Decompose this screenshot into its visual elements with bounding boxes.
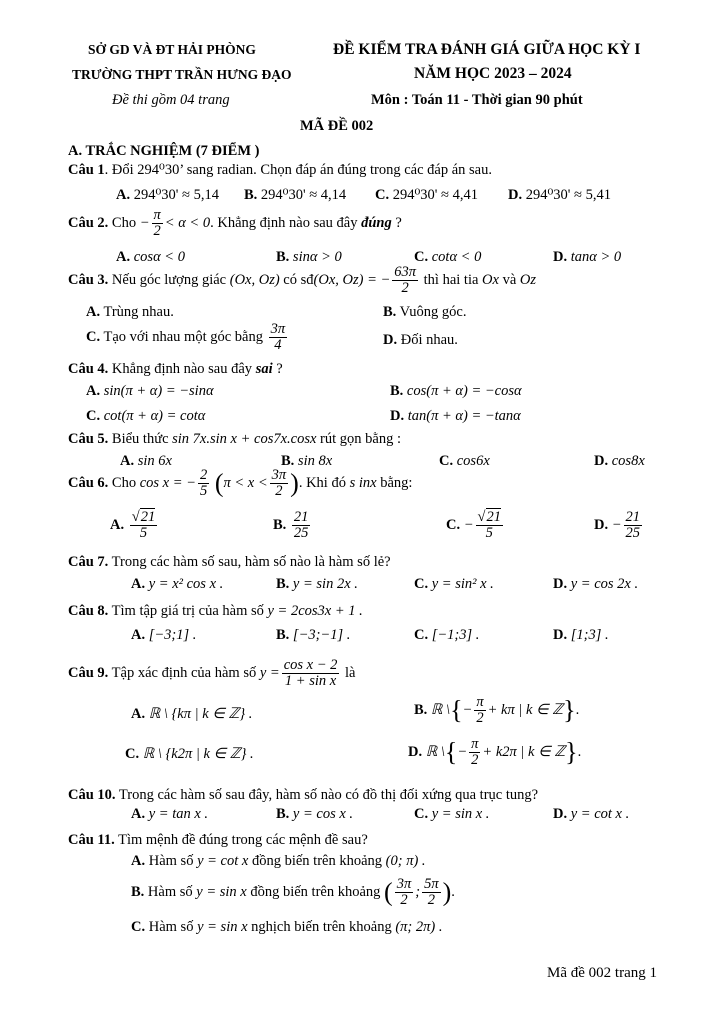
fraction-numerator: cos x − 2 — [283, 657, 338, 673]
q10-option-d: D. y = cot x . — [553, 806, 630, 822]
question-label: Câu 3. — [68, 272, 109, 289]
q2-option-c: C. cotα < 0 — [414, 249, 482, 265]
option-text: y = sin 2x . — [292, 576, 358, 592]
option-text: 294⁰30' ≈ 4,14 — [260, 187, 347, 203]
q5-option-d: D. cos8x — [594, 453, 645, 469]
section-heading: A. TRẮC NGHIỆM (7 ĐIỂM ) — [68, 143, 260, 159]
question-label: Câu 9. — [68, 665, 109, 682]
question-9: Câu 9. Tập xác định của hàm số y = $\frac{\text{cos x − 2}}{\text{1 + sin x}}$ là — [68, 657, 356, 690]
question-text: và — [502, 272, 517, 289]
option-text: ℝ \ — [430, 702, 451, 719]
option-text: y = sin² x . — [431, 576, 494, 592]
q6-option-a: A. $\frac{√21}{5}$ — [110, 509, 156, 542]
math-expression: sin 7x.sin x + cos7x.cosx — [172, 431, 317, 447]
math-expression: y = cot x — [197, 853, 249, 869]
option-text: [−1;3] . — [431, 627, 480, 643]
question-label: Câu 2. — [68, 215, 109, 232]
q1-option-d: D. 294⁰30' ≈ 5,41 — [508, 187, 611, 203]
option-text: ℝ \ {k2π | k ∈ ℤ} . — [142, 746, 254, 762]
option-text: cos6x — [456, 453, 490, 469]
option-text: + kπ | k ∈ ℤ — [487, 702, 564, 719]
question-text: là — [345, 665, 356, 682]
math-expression: (π; 2π) . — [395, 919, 443, 935]
q6-option-d: D. − $\frac{21}{25}$ — [594, 509, 641, 542]
option-numerator: 21 — [293, 509, 309, 525]
question-text: Nếu góc lượng giác — [108, 272, 227, 289]
option-text: sin 6x — [137, 453, 172, 469]
option-text: Tạo với nhau một góc bằng — [103, 329, 263, 346]
math-expression: (0; π) . — [385, 853, 426, 869]
question-label: Câu 8. — [68, 603, 109, 619]
question-text: Cho — [108, 475, 137, 492]
question-4 — [68, 361, 283, 378]
option-text: y = x² cos x . — [148, 576, 224, 592]
option-text: Hàm số — [147, 884, 193, 901]
math-expression: y = sin x — [196, 884, 247, 901]
question-text: Tìm tập giá trị của hàm số — [108, 603, 264, 619]
option-text: tan(π + α) = −tanα — [407, 408, 521, 424]
page-footer: Mã đề 002 trang 1 — [547, 965, 657, 981]
question-text: thì hai tia — [423, 272, 479, 289]
math-expression: y = 2cos3x + 1 . — [267, 603, 363, 619]
option-text: y = cos x . — [292, 806, 354, 822]
option-text: [−3;−1] . — [292, 627, 351, 643]
option-denominator: 5 — [139, 525, 148, 542]
option-text: [−3;1] . — [148, 627, 197, 643]
q5-option-b: B. sin 8x — [281, 453, 333, 469]
question-5 — [68, 431, 401, 448]
q1-option-a: A. 294⁰30' ≈ 5,14 — [116, 187, 219, 203]
option-text: cot(π + α) = cotα — [103, 408, 206, 424]
option-text: [1;3] . — [570, 627, 609, 643]
question-label: Câu 10. — [68, 787, 116, 803]
question-end: ? — [391, 215, 402, 232]
question-8 — [68, 603, 363, 620]
question-text: Trong các hàm số sau đây, hàm số nào có đồ thị đối xứng qua trục tung? — [115, 787, 539, 803]
option-numerator: √21 — [131, 509, 156, 525]
q3-option-d: D. Đối nhau. — [383, 332, 458, 348]
option-text: y = cot x . — [570, 806, 630, 822]
question-text: Trong các hàm số sau, hàm số nào là hàm số lẻ? — [108, 554, 391, 570]
q8-option-a: A. [−3;1] . — [131, 627, 197, 643]
option-numerator: 21 — [625, 509, 641, 525]
q2-option-d: D. tanα > 0 — [553, 249, 622, 265]
q2-option-b: B. sinα > 0 — [276, 249, 342, 265]
option-text: cos8x — [611, 453, 645, 469]
q10-option-c: C. y = sin x . — [414, 806, 490, 822]
q4-option-d: D. tan(π + α) = −tanα — [390, 408, 521, 424]
q11-option-c: C. Hàm số y = sin x nghịch biến trên khoảng (π; 2π) . — [131, 919, 443, 935]
option-text: sin 8x — [297, 453, 333, 469]
question-text: . Đổi 294⁰30’ sang radian. Chọn đáp án đúng trong các đáp án sau. — [104, 162, 492, 178]
question-label: Câu 4. — [68, 361, 109, 377]
question-1 — [68, 162, 492, 179]
option-text: y = sin x . — [431, 806, 490, 822]
option-text: + k2π | k ∈ ℤ — [482, 744, 566, 761]
q3-option-c: C. Tạo với nhau một góc bằng $\frac{3\pi}{4}$ — [86, 321, 286, 354]
q10-option-b: B. y = cos x . — [276, 806, 354, 822]
option-denominator: 25 — [625, 525, 641, 542]
question-text: Tập xác định của hàm số — [108, 665, 257, 682]
q7-option-a: A. y = x² cos x . — [131, 576, 224, 592]
option-text: 294⁰30' ≈ 5,14 — [133, 187, 219, 203]
subject-line: Môn : Toán 11 - Thời gian 90 phút — [371, 92, 583, 108]
option-numerator: √21 — [477, 509, 501, 525]
question-text: có sđ — [283, 272, 314, 289]
question-2: Câu 2. Cho − $\frac{\pi}{2}$ < α < 0. Khẳng định nào sau đây đúng ? — [68, 207, 402, 240]
q4-option-c: C. cot(π + α) = cotα — [86, 408, 206, 424]
question-6: Câu 6. Cho cos x = − $\frac{2}{5}$ (π < x < $\frac{3\pi}{2}$ ). Khi đó s inx bằng: — [68, 467, 413, 500]
q9-option-c: C. ℝ \ {k2π | k ∈ ℤ} . — [125, 746, 254, 762]
option-text: sinα > 0 — [292, 249, 342, 265]
pages-note: Đề thi gồm 04 trang — [112, 92, 230, 108]
exam-code: MÃ ĐỀ 002 — [300, 118, 374, 134]
q4-option-b: B. cos(π + α) = −cosα — [390, 383, 522, 399]
q3-option-b: B. Vuông góc. — [383, 304, 467, 320]
emphasis: đúng — [361, 215, 392, 232]
q5-option-a: A. sin 6x — [120, 453, 172, 469]
option-text: Hàm số — [148, 919, 194, 935]
option-text: cos(π + α) = −cosα — [406, 383, 522, 399]
option-text: y = cos 2x . — [570, 576, 639, 592]
question-7 — [68, 554, 391, 571]
q8-option-b: B. [−3;−1] . — [276, 627, 351, 643]
option-text: Vuông góc. — [399, 304, 467, 320]
q10-option-a: A. y = tan x . — [131, 806, 209, 822]
q1-option-b: B. 294⁰30' ≈ 4,14 — [244, 187, 347, 203]
q9-option-b: B. ℝ \{− $\frac{\pi}{2}$ + kπ | k ∈ ℤ}. — [414, 694, 580, 727]
option-text: ℝ \ {kπ | k ∈ ℤ} . — [148, 706, 253, 722]
option-text: sin(π + α) = −sinα — [103, 383, 214, 399]
school-name: TRƯỜNG THPT TRẦN HƯNG ĐẠO — [72, 67, 292, 82]
option-text: đồng biến trên khoảng — [251, 853, 383, 869]
q2-option-a: A. cosα < 0 — [116, 249, 185, 265]
question-text: Khẳng định nào sau đây — [108, 361, 253, 377]
question-label: Câu 6. — [68, 475, 109, 492]
question-text: rút gọn bằng : — [320, 431, 401, 447]
math-expression: y = sin x — [197, 919, 248, 935]
option-text: tanα > 0 — [570, 249, 622, 265]
question-3: Câu 3. Nếu góc lượng giác (Ox, Oz) có sđ(Ox, Oz) = − $\frac{63\pi}{2}$ thì hai tia Ox và Oz — [68, 264, 537, 297]
question-label: Câu 1 — [68, 162, 105, 178]
q7-option-c: C. y = sin² x . — [414, 576, 494, 592]
option-text: Hàm số — [148, 853, 194, 869]
q3-option-a: A. Trùng nhau. — [86, 304, 174, 320]
option-text: đồng biến trên khoảng — [250, 884, 381, 901]
question-text: . Khi đó — [298, 475, 346, 492]
question-label: Câu 7. — [68, 554, 109, 570]
exam-title: ĐỀ KIỂM TRA ĐÁNH GIÁ GIỮA HỌC KỲ I — [333, 41, 641, 58]
question-text: . Khẳng định nào sau đây — [210, 215, 358, 232]
question-end: ? — [272, 361, 283, 377]
q1-option-c: C. 294⁰30' ≈ 4,41 — [375, 187, 478, 203]
department-name: SỞ GD VÀ ĐT HẢI PHÒNG — [88, 42, 256, 57]
school-year: NĂM HỌC 2023 – 2024 — [414, 65, 572, 82]
q8-option-c: C. [−1;3] . — [414, 627, 480, 643]
question-text: Cho — [108, 215, 137, 232]
question-label: Câu 5. — [68, 431, 109, 447]
question-10 — [68, 787, 538, 804]
q7-option-d: D. y = cos 2x . — [553, 576, 639, 592]
q6-option-c: C. − $\frac{√21}{5}$ — [446, 509, 501, 542]
option-text: nghịch biến trên khoảng — [251, 919, 392, 935]
option-denominator: 25 — [293, 525, 309, 542]
option-denominator: 5 — [485, 525, 493, 542]
q6-option-b: B. $\frac{21}{25}$ — [273, 509, 309, 542]
question-text: bằng: — [380, 475, 413, 492]
option-text: Trùng nhau. — [103, 304, 174, 320]
option-text: y = tan x . — [148, 806, 209, 822]
q11-option-b: B. Hàm số y = sin x đồng biến trên khoảng ( $\frac{3\pi}{2}$ ; $\frac{5\pi}{2}$ ). — [131, 876, 455, 909]
q5-option-c: C. cos6x — [439, 453, 490, 469]
question-text: Biểu thức — [108, 431, 169, 447]
emphasis: sai — [255, 361, 273, 377]
option-text: 294⁰30' ≈ 4,41 — [392, 187, 478, 203]
question-label: Câu 11. — [68, 832, 115, 848]
option-text: cosα < 0 — [133, 249, 185, 265]
option-text: ℝ \ — [425, 744, 445, 761]
option-text: Đối nhau. — [400, 332, 458, 348]
q4-option-a: A. sin(π + α) = −sinα — [86, 383, 214, 399]
q8-option-d: D. [1;3] . — [553, 627, 609, 643]
q9-option-d: D. ℝ \{− $\frac{\pi}{2}$ + k2π | k ∈ ℤ}. — [408, 736, 582, 769]
question-11 — [68, 832, 368, 849]
question-text: Tìm mệnh đề đúng trong các mệnh đề sau? — [114, 832, 368, 848]
q11-option-a: A. Hàm số y = cot x đồng biến trên khoảng (0; π) . — [131, 853, 426, 869]
q7-option-b: B. y = sin 2x . — [276, 576, 358, 592]
fraction-denominator: 1 + sin x — [284, 673, 337, 690]
q9-option-a: A. ℝ \ {kπ | k ∈ ℤ} . — [131, 706, 253, 722]
math-expression: s inx — [349, 475, 377, 492]
option-text: 294⁰30' ≈ 5,41 — [525, 187, 611, 203]
option-text: cotα < 0 — [431, 249, 482, 265]
